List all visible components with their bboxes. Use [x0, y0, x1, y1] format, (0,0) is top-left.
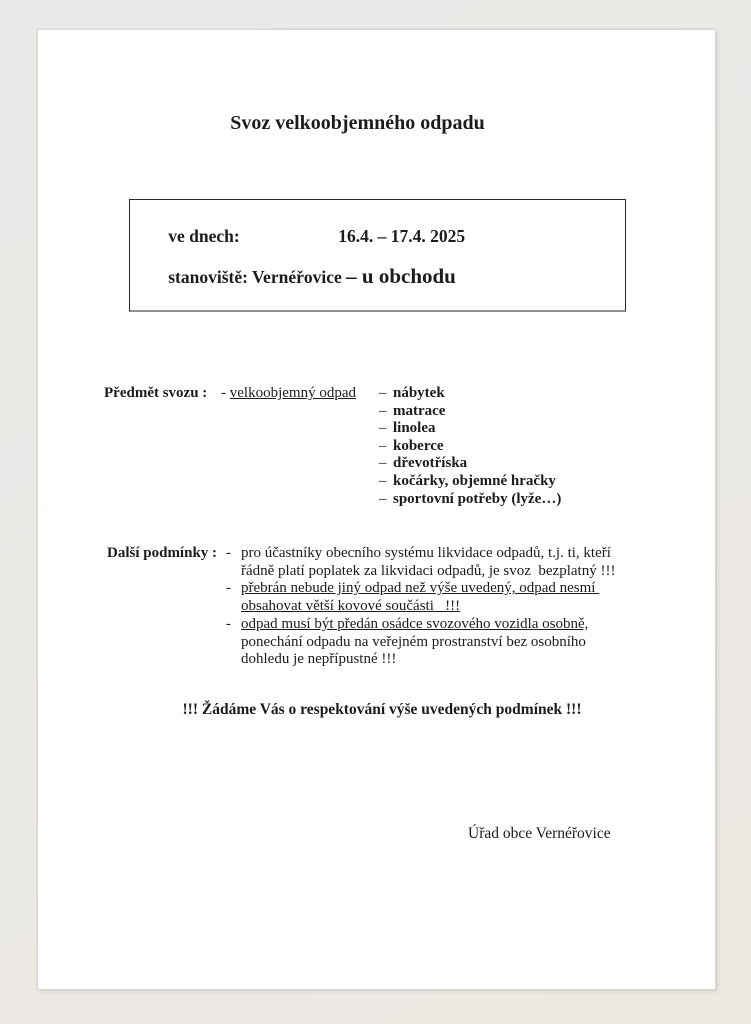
list-item-text: matrace — [393, 402, 446, 419]
list-item-dash: – — [379, 437, 387, 454]
condition-item — [226, 545, 615, 580]
list-item-dash: – — [379, 385, 387, 401]
conditions-section — [107, 545, 615, 669]
condition-text: ponechání odpadu na veřejném prostranství bez osobního — [241, 633, 586, 650]
condition-text: dohledu je nepřípustné !!! — [241, 651, 397, 668]
location-value: – u obchodu — [346, 264, 456, 288]
list-item-dash: – — [379, 402, 387, 419]
list-item-text: dřevotříska — [393, 455, 468, 472]
subject-items-list — [379, 385, 561, 508]
subject-label: Předmět svozu : — [104, 385, 208, 401]
list-item-dash: – — [379, 472, 387, 489]
condition-item — [226, 616, 615, 669]
condition-line — [226, 563, 615, 581]
document-page — [37, 29, 716, 990]
subject-section — [104, 385, 561, 508]
list-item — [379, 385, 561, 403]
condition-line — [226, 651, 615, 669]
condition-line — [226, 580, 615, 598]
condition-text: odpad musí být předán osádce svozového vozidla osobně, — [241, 615, 589, 632]
condition-line — [226, 616, 615, 634]
list-item — [379, 491, 561, 509]
conditions-body — [226, 545, 615, 669]
subject-category-text: velkoobjemný odpad — [229, 385, 356, 401]
condition-text: obsahovat větší kovové součásti !!! — [241, 598, 461, 615]
list-item — [379, 420, 561, 438]
condition-dash: - — [226, 615, 231, 632]
condition-dash: - — [226, 580, 231, 597]
list-item-text: koberce — [393, 437, 444, 454]
list-item-text: linolea — [393, 420, 436, 437]
list-item — [379, 473, 561, 491]
list-item — [379, 403, 561, 421]
subject-category — [221, 385, 379, 403]
condition-dash: - — [226, 545, 231, 561]
condition-line — [226, 545, 615, 563]
condition-text: pro účastníky obecního systému likvidace odpadů, t.j. ti, kteří — [241, 545, 611, 561]
list-item-text: kočárky, objemné hračky — [393, 472, 556, 489]
list-item — [379, 438, 561, 456]
list-item-text: nábytek — [393, 385, 445, 401]
closing-statement: !!! Žádáme Vás o respektování výše uvedených podmínek !!! — [182, 701, 582, 718]
list-item-text: sportovní potřeby (lyže…) — [393, 490, 562, 507]
location-row — [142, 243, 456, 310]
condition-line — [226, 598, 615, 616]
list-item-dash: – — [379, 455, 387, 472]
location-label: stanoviště: Vernéřovice — [168, 267, 347, 287]
dates-value: 16.4. – 17.4. 2025 — [338, 226, 466, 246]
list-item-dash: – — [379, 490, 387, 507]
document-title: Svoz velkoobjemného odpadu — [230, 112, 485, 134]
condition-text: přebrán nebude jiný odpad než výše uvedený, odpad nesmí — [241, 580, 600, 597]
condition-line — [226, 634, 615, 652]
list-item-dash: – — [379, 420, 387, 437]
condition-item — [226, 580, 615, 615]
dates-label: ve dnech: — [168, 226, 240, 246]
signature: Úřad obce Vernéřovice — [468, 825, 611, 842]
info-box — [129, 199, 626, 312]
condition-text: řádně platí poplatek za likvidaci odpadů, je svoz bezplatný !!! — [241, 562, 616, 579]
subject-category-bullet: - — [221, 385, 230, 401]
list-item — [379, 455, 561, 473]
conditions-label: Další podmínky : — [107, 545, 218, 561]
